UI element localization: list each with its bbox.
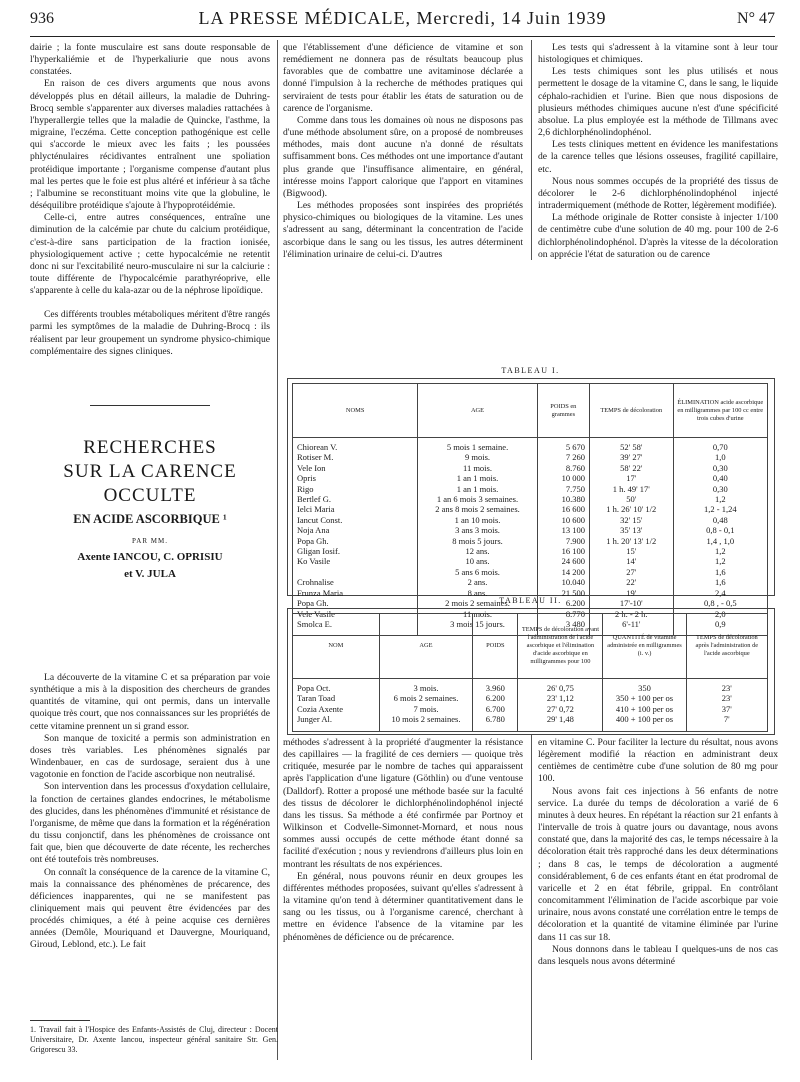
table-row xyxy=(293,473,768,483)
table-cell: 7.750 xyxy=(537,484,589,494)
paragraph: Nous avons fait ces injections à 56 enfants de notre service. La durée du temps de décoloration a varié de 6 minutes à deux heures. En répétant la réaction sur 21 enfants à l'intervalle de trois à quatre jours ou davantage, nous avons constaté que, dans la majorité des cas, le temps nécessaire à la décoloration était très rapproché dans les deux déterminations ; dans 8 cas, le temps de décoloration a augmenté considérablement, 6 de ces enfants étant en état prodromal de varicelle et 2 en état fébrile, grippal. En contrôlant concomitamment l'élimination de l'acide ascorbique par voie urinaire, nous avons constaté une corrélation entre le temps de décoloration et la quantité de vitamine éliminée par l'urine dans 11 cas sur 18. xyxy=(538,785,778,943)
paragraph: Son intervention dans les processus d'oxydation cellulaire, la fonction de certaines glandes endocrines, le métabolisme des glucides, dans les phénomènes d'immunité et résistance de l'organisme, de même que dans la formation et la régénération du tissu conjonctif, dans les phénomènes de croissance ont fait que, bien que découverte de date récente, les recherches ont été toutefois très nombreuses. xyxy=(30,781,270,866)
table-row xyxy=(293,577,768,587)
table-cell: 13 100 xyxy=(537,525,589,535)
table-row xyxy=(293,536,768,546)
table-2-header-temps-apres: TEMPS de décoloration après l'administration de l'acide ascorbique xyxy=(686,614,767,679)
paragraph: dairie ; la fonte musculaire est sans doute responsable de l'hyperkaliémie et de l'hyperkaliurie que nous avons constatées. xyxy=(30,42,270,78)
table-cell: 21 500 xyxy=(537,588,589,598)
table-row xyxy=(293,494,768,504)
table-cell: 23' 1,12 xyxy=(518,693,603,703)
table-cell: Opris xyxy=(293,473,418,483)
column-2-bottom xyxy=(283,737,523,944)
table-cell: 2 ans 8 mois 2 semaines. xyxy=(418,504,537,514)
table-cell: 1 h. 20' 13' 1/2 xyxy=(589,536,673,546)
table-1-header-age: AGE xyxy=(418,384,537,438)
paragraph: On connaît la conséquence de la carence de la vitamine C, mais la connaissance des phénomènes de précarence, des déficiences inapparentes, qui ne se manifestent pas cliniquement mais qui peuvent être évidencées par des procédés chimiques, a été à peine acquise ces dernières années (Demôle, Mouriquand et Dauvergne, Mouriquand, Giroud, Leblond, etc.). Le fait xyxy=(30,866,270,951)
authors-line-1: Axente IANCOU, C. OPRISIU xyxy=(77,551,223,563)
table-cell: 1 h. 26' 10' 1/2 xyxy=(589,504,673,514)
table-2 xyxy=(292,613,768,732)
table-cell: 10.380 xyxy=(537,494,589,504)
column-1-top xyxy=(30,42,270,358)
table-2-header-age: AGE xyxy=(379,614,472,679)
table-cell: 0,48 xyxy=(673,515,767,525)
table-cell: 10 000 xyxy=(537,473,589,483)
table-cell: 11 mois. xyxy=(418,609,537,619)
table-cell: 1,6 xyxy=(673,567,767,577)
table-1-header-noms: NOMS xyxy=(293,384,418,438)
table-cell: 6 mois 2 semaines. xyxy=(379,693,472,703)
table-cell: 1 an 10 mois. xyxy=(418,515,537,525)
paragraph: Ces différents troubles métaboliques méritent d'être rangés parmi les symptômes de la maladie de Duhring-Brocq : ils réalisent par leur groupement un syndrome physico-chimique complémentaire des signes cliniques. xyxy=(30,309,270,357)
table-cell: 2 h. - 2 h. xyxy=(589,609,673,619)
table-cell: Ko Vasile xyxy=(293,556,418,566)
table-2-body xyxy=(293,679,768,732)
table-cell: Smolca E. xyxy=(293,619,418,636)
table-row xyxy=(293,567,768,577)
table-cell: 6'-11' xyxy=(589,619,673,636)
paragraph: que l'établissement d'une déficience de vitamine et son remédiement ne donnera pas de résultats beaucoup plus favorables que de combattre une avitaminose déclarée a donné l'impulsion à la recherche de méthodes pratiques qui serviraient de tests pour établir les états de saturation ou de carence de l'organisme. xyxy=(283,42,523,114)
table-cell: 0,8 , - 0,5 xyxy=(673,598,767,608)
table-cell: 2 ans. xyxy=(418,577,537,587)
table-cell: 32' 15' xyxy=(589,515,673,525)
table-cell: 350 xyxy=(603,679,686,694)
table-cell: 1,2 - 1,24 xyxy=(673,504,767,514)
table-1-header-temps: TEMPS de décoloration xyxy=(589,384,673,438)
table-cell: Ielci Maria xyxy=(293,504,418,514)
table-row xyxy=(293,679,768,694)
paragraph: La méthode originale de Rotter consiste à injecter 1/100 de centimètre cube d'une solution de 40 mg. pour 100 de 2-6 dichlorphénolindophénol. D'après la vitesse de la décoloration on apprécie l'état de saturation ou de carence xyxy=(538,212,778,260)
authors-line-2: et V. JULA xyxy=(124,568,176,580)
table-cell: 12 ans. xyxy=(418,546,537,556)
table-cell: Rigo xyxy=(293,484,418,494)
footnote-rule xyxy=(30,1020,90,1021)
table-cell: 10.040 xyxy=(537,577,589,587)
table-cell: 8.760 xyxy=(537,463,589,473)
table-cell: 7.900 xyxy=(537,536,589,546)
table-cell: Crohnalise xyxy=(293,577,418,587)
table-cell: 0,70 xyxy=(673,438,767,453)
paragraph: Son manque de toxicité a permis son administration en doses très variables. Les phénomènes signalés par Windenbauer, en cas de surdosage, seraient dus à une vagotonie en fonction de l'acide ascorbique non neutralisé. xyxy=(30,732,270,781)
page-number: 936 xyxy=(30,10,54,27)
table-cell: 350 + 100 per os xyxy=(603,693,686,703)
table-cell: 9 mois. xyxy=(418,452,537,462)
table-cell: 7 260 xyxy=(537,452,589,462)
table-cell: 400 + 100 per os xyxy=(603,714,686,731)
table-cell: 5 mois 1 semaine. xyxy=(418,438,537,453)
table-row xyxy=(293,556,768,566)
table-cell: 5 670 xyxy=(537,438,589,453)
table-cell: 50' xyxy=(589,494,673,504)
table-row xyxy=(293,525,768,535)
table-cell: 14' xyxy=(589,556,673,566)
table-row xyxy=(293,515,768,525)
table-cell: 16 600 xyxy=(537,504,589,514)
table-cell: Noja Ana xyxy=(293,525,418,535)
table-cell: 11 mois. xyxy=(418,463,537,473)
table-cell: 58' 22' xyxy=(589,463,673,473)
table-row xyxy=(293,714,768,731)
table-cell: 8 mois 5 jours. xyxy=(418,536,537,546)
table-cell: 1,2 xyxy=(673,494,767,504)
paragraph: En général, nous pouvons réunir en deux groupes les différentes méthodes proposées, suivant qu'elles s'adressent à la vitamine qu'on tend à déterminer quantitativement dans le sang ou les tissus, ou à l'organisme carencé, cherchant à mettre en évidence l'absence de la vitamine par les phénomènes de déficience ou de précarence. xyxy=(283,870,523,943)
table-cell: 2 mois 2 semaines. xyxy=(418,598,537,608)
paragraph: Les tests cliniques mettent en évidence les manifestations de la carence telles que lésions osseuses, fragilité capillaire, etc. xyxy=(538,139,778,175)
paragraph: La découverte de la vitamine C et sa préparation par voie synthétique a mis à la disposition des chercheurs de grandes quantités de vitamine, qui ont permis, dans un intervalle quoique très court, que nos connaissances sur les propriétés de cette vitamine prennent un si grand essor. xyxy=(30,672,270,732)
paragraph: méthodes s'adressent à la propriété d'augmenter la résistance des capillaires — la fragilité de ces derniers — quoique très critiquée, mesurée par le nombre de taches qui apparaissent après l'application d'une ligature (Göthlin) ou d'une ventouse (Dalldorf). Rotter a proposé une méthode basée sur la faculté des tissus de décolorer le dichlorphénolindophénol injecté dans les tissus. Sa méthode a été confirmée par Portnoy et Wilkinson et Codvelle-Simonnet-Mornard, et nous nous sommes aussi occupés de cette méthode étant donné sa facilité d'exécution ; nous y reviendrons d'ailleurs plus loin en montrant les résultats de nos expériences. xyxy=(283,737,523,870)
column-rule-2-bottom xyxy=(531,735,532,1060)
table-cell: 1,2 xyxy=(673,556,767,566)
table-cell: 10 ans. xyxy=(418,556,537,566)
table-cell: 2,0 xyxy=(673,609,767,619)
table-row xyxy=(293,504,768,514)
table-cell: Vele Vasile xyxy=(293,609,418,619)
table-row xyxy=(293,463,768,473)
table-cell: 10 600 xyxy=(537,515,589,525)
table-cell: 1 an 6 mois 3 semaines. xyxy=(418,494,537,504)
table-cell: Popa Oct. xyxy=(293,679,380,694)
table-cell: 1,4 , 1,0 xyxy=(673,536,767,546)
table-cell: Bertlef G. xyxy=(293,494,418,504)
table-cell: 0,30 xyxy=(673,463,767,473)
table-cell: 26' 0,75 xyxy=(518,679,603,694)
paragraph: En raison de ces divers arguments que nous avons développés plus en détail ailleurs, la maladie de Duhring-Brocq semble s'apparenter aux diverses maladies rattachées à l'hyperallergie telles que la maladie de Quincke, l'asthme, la migraine, l'eczéma. Cette conception pathogénique est celle qui s'accorde le mieux avec les faits ; les poussées phlycténulaires récidivantes entraînent une spoliation protéidique importante ; l'organisme compense d'autant plus mal les pertes que le foie est plus altéré et inférieur à sa tâche ; l'albumine se reconstituant moins vite que la globuline, le déséquilibre protéidique s'ajoute à l'hypoprotéidémie. xyxy=(30,78,270,212)
footnote xyxy=(30,1020,278,1055)
table-cell: Chiorean V. xyxy=(293,438,418,453)
article-heading xyxy=(30,405,270,580)
table-cell: 1 h. 49' 17' xyxy=(589,484,673,494)
table-cell: 3 480 xyxy=(537,619,589,636)
table-row xyxy=(293,546,768,556)
table-cell: 0,8 - 0,1 xyxy=(673,525,767,535)
table-cell: 2,4 xyxy=(673,588,767,598)
table-cell: 7' xyxy=(686,714,767,731)
table-cell: 1,0 xyxy=(673,452,767,462)
table-cell: 27' 0,72 xyxy=(518,704,603,714)
table-cell: 1 an 1 mois. xyxy=(418,473,537,483)
table-cell: 3 ans 3 mois. xyxy=(418,525,537,535)
table-2-header-poids: POIDS xyxy=(473,614,518,679)
table-cell: 1,6 xyxy=(673,577,767,587)
table-cell: 15' xyxy=(589,546,673,556)
column-1-bottom xyxy=(30,672,270,952)
paragraph: Celle-ci, entre autres conséquences, entraîne une diminution de la calcémie par chute du calcium protéidique, c'est-à-dire sans participation de la fraction ionisée, physiologiquement active ; cette hypocalcémie ne retentit donc ni sur l'excitabilité neuro-musculaire ni sur la calciurie : toute différente de l'hypocalcémie parathyréoprive, elle s'apparente à celle du kala-azar ou de la néphrose lipoïdique. xyxy=(30,212,270,297)
table-cell: 7 mois. xyxy=(379,704,472,714)
table-cell: 3 mois. xyxy=(379,679,472,694)
table-cell: Cozia Axente xyxy=(293,704,380,714)
table-cell: 16 100 xyxy=(537,546,589,556)
table-cell: Vele Ion xyxy=(293,463,418,473)
table-cell: 23' xyxy=(686,679,767,694)
table-cell: 14 200 xyxy=(537,567,589,577)
column-rule-2-top xyxy=(531,40,532,260)
table-cell: 410 + 100 per os xyxy=(603,704,686,714)
heading-rule xyxy=(90,405,210,406)
column-2-top xyxy=(283,42,523,261)
table-cell: 22' xyxy=(589,577,673,587)
table-cell: Frunza Maria xyxy=(293,588,418,598)
table-cell: 27' xyxy=(589,567,673,577)
table-cell: 6.700 xyxy=(473,704,518,714)
table-row xyxy=(293,438,768,453)
table-cell: 17' xyxy=(589,473,673,483)
table-cell: Popa Gh. xyxy=(293,598,418,608)
paragraph: Les méthodes proposées sont inspirées des propriétés physico-chimiques ou biologiques de la vitamine. Les unes s'adressent au sang, déterminant la concentration de l'acide ascorbique dans le sang ou les tissus, les autres déterminent l'élimination urinaire de celui-ci. D'autres xyxy=(283,200,523,260)
table-cell: 3.960 xyxy=(473,679,518,694)
paragraph: Comme dans tous les domaines où nous ne disposons pas d'une méthode absolument sûre, on a proposé de nombreuses méthodes, mais dont aucune n'a donné de résultats suffisamment bons. Ces méthodes ont une importance d'autant plus grande que l'insuffisance alimentaire, en général, intéresse moins l'apport calorique que l'apport en vitamines (Bigwood). xyxy=(283,114,523,199)
table-cell: Iancut Const. xyxy=(293,515,418,525)
table-cell: 5 ans 6 mois. xyxy=(418,567,537,577)
table-cell: 10 mois 2 semaines. xyxy=(379,714,472,731)
table-cell: 6.200 xyxy=(473,693,518,703)
table-row xyxy=(293,452,768,462)
article-title-line-1: RECHERCHES xyxy=(83,437,217,458)
table-cell: Rotiser M. xyxy=(293,452,418,462)
paragraph: Les tests qui s'adressent à la vitamine sont à leur tour histologiques et chimiques. xyxy=(538,42,778,66)
table-cell: 35' 13' xyxy=(589,525,673,535)
table-1-caption: TABLEAU I. xyxy=(501,366,560,375)
table-cell: 1 an 1 mois. xyxy=(418,484,537,494)
table-cell: Taran Toad xyxy=(293,693,380,703)
table-cell: 39' 27' xyxy=(589,452,673,462)
table-cell: 17'-10' xyxy=(589,598,673,608)
table-cell: 24 600 xyxy=(537,556,589,566)
paragraph: Les tests chimiques sont les plus utilisés et nous permettent le dosage de la vitamine C, dans le sang, le liquide céphalo-rachidien et l'urine. Bien que nous disposions de plusieurs méthodes chimiques aucune n'est d'une spécificité absolue. La plus employée est la méthode de Tillmans avec 2,6 dichlorphénolindophénol. xyxy=(538,66,778,139)
table-cell: Junger Al. xyxy=(293,714,380,731)
table-2-caption: TABLEAU II. xyxy=(499,596,562,605)
issue-number: N° 47 xyxy=(737,10,775,27)
table-cell: 29' 1,48 xyxy=(518,714,603,731)
table-cell: 19' xyxy=(589,588,673,598)
table-1-body xyxy=(293,438,768,636)
table-cell: 6.200 xyxy=(537,598,589,608)
table-cell: 0,9 xyxy=(673,619,767,636)
table-cell: 6.780 xyxy=(473,714,518,731)
paragraph: en vitamine C. Pour faciliter la lecture du résultat, nous avons légèrement modifié la réaction en administrant deux centièmes de centimètre cube d'une solution de 80 mg pour 100. xyxy=(538,737,778,785)
paragraph: Nous nous sommes occupés de la propriété des tissus de décolorer le 2-6 dichlorphénolindophénol injecté intradermiquement (méthode de Rotter, légèrement modifiée). xyxy=(538,175,778,212)
table-cell: 23' xyxy=(686,693,767,703)
article-subtitle: EN ACIDE ASCORBIQUE ¹ xyxy=(73,512,227,526)
table-cell xyxy=(293,567,418,577)
journal-title: LA PRESSE MÉDICALE, Mercredi, 14 Juin 1939 xyxy=(198,8,607,28)
table-cell: Gligan Iosif. xyxy=(293,546,418,556)
table-cell: 3 mois 15 jours. xyxy=(418,619,537,636)
table-2-header-quantite: QUANTITÉ de vitamine administrée en milligrammes (i. v.) xyxy=(603,614,686,679)
table-2-header-temps-avant: TEMPS de décoloration avant l'administration de l'acide ascorbique et l'élimination d'acide ascorbique en milligrammes pour 100 xyxy=(518,614,603,679)
page-header xyxy=(30,8,775,32)
table-cell: 8 ans. xyxy=(418,588,537,598)
table-cell: 52' 58' xyxy=(589,438,673,453)
table-row xyxy=(293,484,768,494)
table-cell: 0,30 xyxy=(673,484,767,494)
table-cell: Popa Gh. xyxy=(293,536,418,546)
table-1-header-elimination: ÉLIMINATION acide ascorbique en milligrammes par 100 cc entre trois cubes d'urine xyxy=(673,384,767,438)
header-rule xyxy=(30,36,775,37)
column-3-top xyxy=(538,42,778,261)
table-row xyxy=(293,704,768,714)
table-cell: 0,40 xyxy=(673,473,767,483)
article-title-line-2: SUR LA CARENCE OCCULTE xyxy=(63,461,237,506)
table-cell: 1,2 xyxy=(673,546,767,556)
footnote-text: 1. Travail fait à l'Hospice des Enfants-Assistés de Cluj, directeur : Docent Universitaire, Dr. Axente Iancou, inspecteur général sanitaire Str. Gen. Grigorescu 33. xyxy=(30,1025,278,1054)
table-row xyxy=(293,693,768,703)
table-cell: 8.770 xyxy=(537,609,589,619)
column-3-bottom xyxy=(538,737,778,968)
paragraph: Nous donnons dans le tableau I quelques-uns de nos cas dans lesquels nous avons déterminé xyxy=(538,943,778,967)
column-rule-1 xyxy=(277,40,278,1060)
table-2-header-nom: NOM xyxy=(293,614,380,679)
table-cell: 37' xyxy=(686,704,767,714)
byline-par: PAR MM. xyxy=(132,537,168,545)
table-1-header-poids: POIDS en grammes xyxy=(537,384,589,438)
